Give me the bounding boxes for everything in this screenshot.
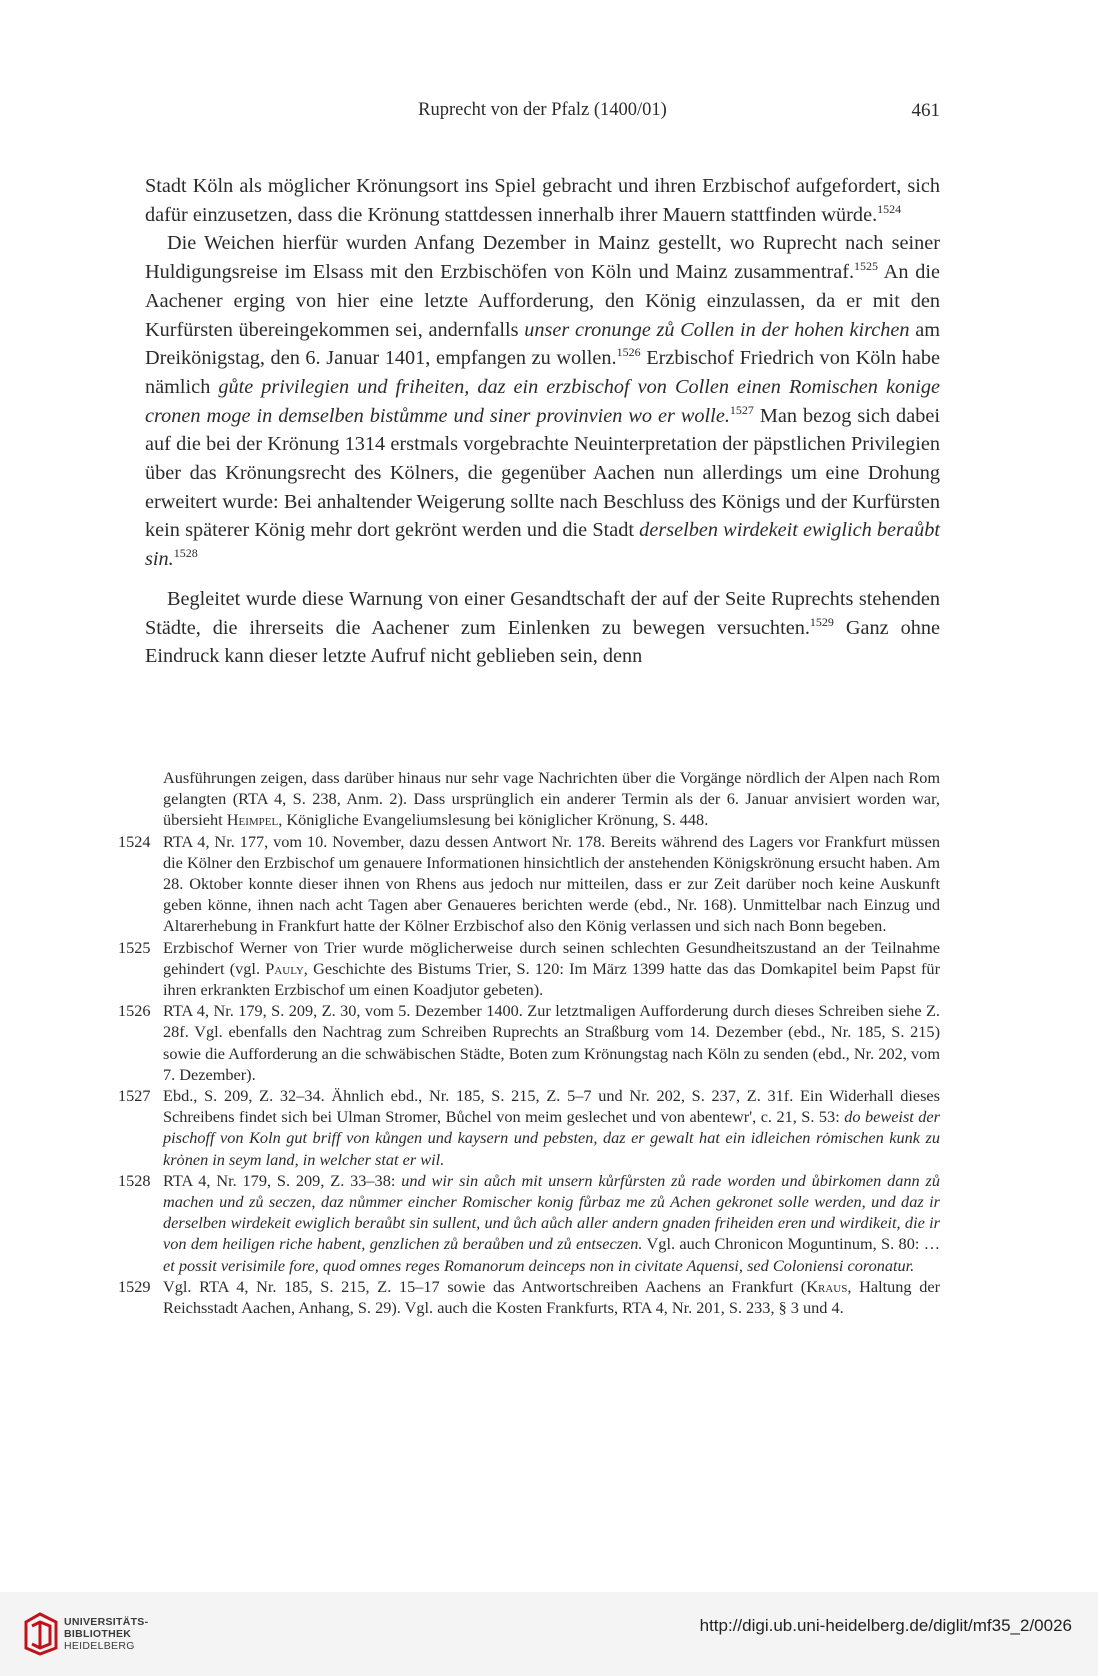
- library-logo[interactable]: [18, 1604, 178, 1664]
- footnote-number: 1526: [118, 1001, 151, 1021]
- footnote-ref-1527[interactable]: 1527: [729, 402, 754, 417]
- quote: gůte privilegien und friheiten, daz ein erzbischof von Collen einen Romischen konige cronen moge in demselben bistůmme und siner provinvien wo er wolle.: [145, 375, 940, 427]
- main-text: [145, 172, 940, 671]
- permalink-url[interactable]: http://digi.ub.uni-heidelberg.de/diglit/mf35_2/0026: [699, 1616, 1072, 1635]
- footnote-1525: 1525 Erzbischof Werner von Trier wurde möglicherweise durch seinen schlechten Gesundheitszustand an der Teilnahme gehindert (vgl. Pauly, Geschichte des Bistums Trier, S. 120: Im März 1399 hatte das das Domkapitel beim Papst für ihren erkrankten Erzbischof um einen Koadjutor gebeten).: [118, 937, 940, 1000]
- footnote-number: 1524: [118, 831, 151, 851]
- footnote-number: 1528: [118, 1170, 151, 1190]
- page-number: 461: [911, 100, 940, 121]
- page-header: [145, 100, 940, 130]
- footnote-ref-1528[interactable]: 1528: [173, 546, 198, 561]
- quote: derselben wirdekeit ewiglich beraůbt sin.: [145, 519, 940, 571]
- footnote-ref-1526[interactable]: 1526: [616, 345, 641, 360]
- footnote-ref-1524[interactable]: 1524: [877, 201, 902, 216]
- paragraph-3: Begleitet wurde diese Warnung von einer Gesandtschaft der auf der Seite Ruprechts stehenden Städte, die ihrerseits die Aachener zum Einlenken zu bewegen versuchten.$^{1529}$ Ganz ohne Eindruck kann dieser letzte Aufruf nicht geblieben sein, denn: [145, 587, 941, 668]
- footnote-number: 1527: [118, 1086, 151, 1106]
- footnote-continued: Ausführungen zeigen, dass darüber hinaus nur sehr vage Nachrichten über die Vorgänge nördlich der Alpen nach Rom gelangten (RTA 4, S. 238, Anm. 2). Dass ursprünglich ein anderer Termin als der 6. Januar anvisiert worden war, übersieht Heimpel, Königliche Evangeliumslesung bei königlicher Krönung, S. 448.: [163, 768, 940, 830]
- footnote-number: 1529: [118, 1276, 151, 1296]
- footnote-ref-1529[interactable]: 1529: [809, 614, 834, 629]
- paragraph-1: Stadt Köln als möglicher Krönungsort ins Spiel gebracht und ihren Erzbischof aufgefordert, sich dafür einzusetzen, dass die Krönung stattdessen innerhalb ihrer Mauern stattfinden würde.$^{1524}$: [145, 175, 940, 226]
- footnote-ref-1525[interactable]: 1525: [854, 259, 879, 274]
- footnote-1527: 1527 Ebd., S. 209, Z. 32–34. Ähnlich ebd., Nr. 185, S. 215, Z. 5–7 und Nr. 202, S. 237, Z. 31f. Ein Widerhall dieses Schreibens findet sich bei Ulman Stromer, Bůchel von meim geslechet und von abentewr', c. 21, S. 53: do beweist der pischoff von Koln gut briff von kůngen und kaysern und pebsten, daz er gewalt hat ein idleichen rȯmischen kunk zu krȯnen in seym land, in welcher stat er wil.: [118, 1086, 940, 1169]
- footnote-1529: 1529 Vgl. RTA 4, Nr. 185, S. 215, Z. 15–17 sowie das Antwortschreiben Aachens an Frankfurt (Kraus, Haltung der Reichsstadt Aachen, Anhang, S. 29). Vgl. auch die Kosten Frankfurts, RTA 4, Nr. 201, S. 233, § 3 und 4.: [118, 1276, 941, 1318]
- digitization-footer: [0, 1592, 1098, 1676]
- paragraph-2: Die Weichen hierfür wurden Anfang Dezember in Mainz gestellt, wo Ruprecht nach seiner Huldigungsreise im Elsass mit den Erzbischöfen von Köln und Mainz zusammentraf.$^{1525}$ An die Aachener erging von hier eine letzte Aufforderung, den König einzulassen, da er mit den Kurfürsten übereingekommen sei, andernfalls unser cronunge zů Collen in der hohen kirchen am Dreikönigstag, den 6. Januar 1401, empfangen zu wollen.$^{1526}$ Erzbischof Friedrich von Köln habe nämlich gůte privilegien und friheiten, daz ein erzbischof von Collen einen Romischen konige cronen moge in demselben bistůmme und siner provinvien wo er wolle.$^{1527}$ Man bezog sich dabei auf die bei der Krönung 1314 erstmals vorgebrachte Neuinterpretation der päpstlichen Privilegien über das Krönungsrecht des Kölners, die gegenüber Aachen nun allerdings um eine Drohung erweitert wurde: Bei anhaltender Weigerung sollte nach Beschluss des Königs und der Kurfürsten kein späterer König mehr dort gekrönt werden und die Stadt derselben wirdekeit ewiglich beraůbt sin.$^{1528}$: [145, 232, 940, 571]
- footnote-1526: 1526 RTA 4, Nr. 179, S. 209, Z. 30, vom 5. Dezember 1400. Zur letztmaligen Aufforderung durch dieses Schreiben siehe Z. 28f. Vgl. ebenfalls den Nachtrag zum Schreiben Ruprechts an Straßburg vom 14. Dezember (ebd., Nr. 185, S. 215) sowie die Aufforderung an die schwäbischen Städte, Boten zum Krönungstag nach Köln zu senden (ebd., Nr. 202, vom 7. Dezember).: [118, 1001, 940, 1084]
- running-title: Ruprecht von der Pfalz (1400/01): [418, 100, 667, 120]
- library-name: UNIVERSITÄTS- BIBLIOTHEK HEIDELBERG: [64, 1616, 149, 1652]
- footnote-1528: 1528 RTA 4, Nr. 179, S. 209, Z. 33–38: und wir sin aůch mit unsern kůrfůrsten zů rade worden und ůbirkomen dann zů machen und zů seczen, daz nůmmer eincher Romischer konig fůrbaz me zů Achen gekronet solle werden, und daz ir derselben wirdekeit ewiglich beraůbt sin sullent, und ůch aůch aller andern gnaden friheiden eren und wirdikeit, die ir von dem heiligen riche habent, genzlichen zů beraůben und zů entseczen. Vgl. auch Chronicon Moguntinum, S. 80: … et possit verisimile fore, quod omnes reges Romanorum deinceps non in civitate Aquensi, sed Coloniensi coronatur.: [118, 1170, 940, 1275]
- footnotes: [118, 767, 940, 1318]
- quote: unser cronunge zů Collen in der hohen kirchen: [524, 318, 910, 341]
- footnote-1524: 1524 RTA 4, Nr. 177, vom 10. November, dazu dessen Antwort Nr. 178. Bereits während des Lagers vor Frankfurt müssen die Kölner den Erzbischof um genauere Informationen hinsichtlich der anstehenden Königskrönung ersucht haben. Am 28. Oktober konnte dieser ihnen von Rhens aus jedoch nur mitteilen, dass er zur Zeit darüber noch keine Auskunft geben könne, ihnen nach acht Tagen aber Genaueres berichten werde (ebd., Nr. 168). Unmittelbar nach Einzug und Altarerhebung in Frankfurt hatte der Kölner Erzbischof also den König verlassen und sich nach Bonn begeben.: [118, 831, 940, 936]
- footnote-number: 1525: [118, 937, 151, 957]
- library-logo-icon: [22, 1608, 60, 1656]
